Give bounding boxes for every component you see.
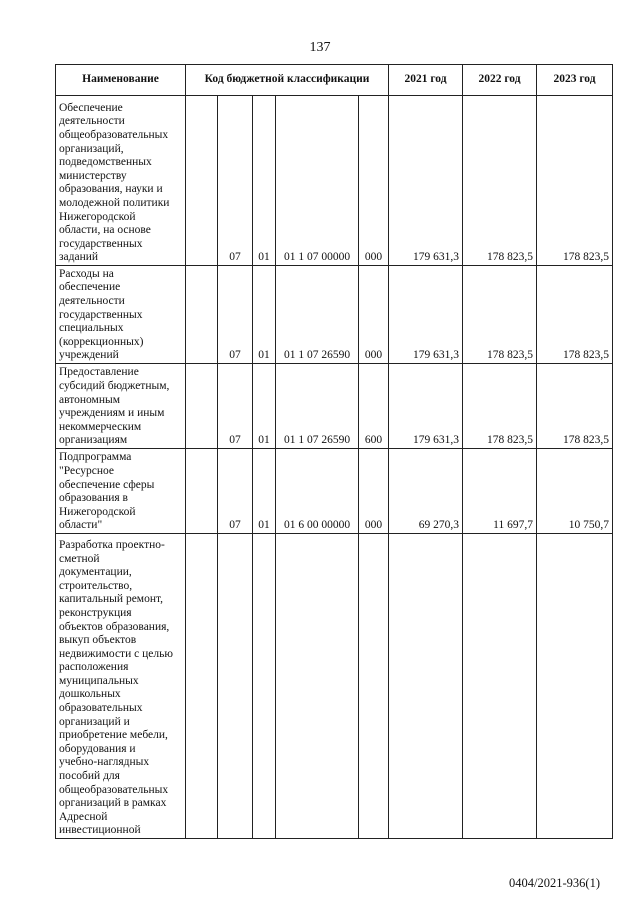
value-2023: 178 823,5: [537, 364, 613, 449]
value-2022: 178 823,5: [463, 96, 537, 266]
code-section: 07: [218, 364, 253, 449]
code-target-article: 01 1 07 26590: [276, 266, 359, 364]
row-name: Обеспечение деятельности общеобразовательных организаций, подведомственных министерству образования, науки и молодежной политики Нижегородской области, на основе государственных заданий: [59, 101, 170, 264]
table-header-row: [56, 65, 613, 96]
value-2022: 178 823,5: [463, 364, 537, 449]
page-number: 137: [309, 40, 331, 55]
code-section: [218, 534, 253, 839]
code-expense-type: 000: [359, 266, 389, 364]
value-2022: [463, 534, 537, 839]
code-expense-type: [359, 534, 389, 839]
code-section: 07: [218, 96, 253, 266]
header-2021: 2021 год: [389, 65, 463, 96]
code-part-1: [186, 534, 218, 839]
table-row: [56, 266, 613, 364]
code-part-1: [186, 364, 218, 449]
value-2021: 179 631,3: [389, 266, 463, 364]
code-part-1: [186, 96, 218, 266]
row-name: Разработка проектно- сметной документации, строительство, капитальный ремонт, реконструкция объектов образования, выкуп объектов недвижимости с целью расположения муниципальных дошкольных образовательных организаций и приобретение мебели, оборудования и учебно-наглядных пособий для общеобразовательных организаций в рамках Адресной инвестиционной: [59, 538, 173, 837]
row-name: Подпрограмма "Ресурсное обеспечение сферы образования в Нижегородской области": [59, 451, 155, 532]
code-section: 07: [218, 266, 253, 364]
code-part-1: [186, 449, 218, 534]
code-section: 07: [218, 449, 253, 534]
code-expense-type: 600: [359, 364, 389, 449]
table-row: [56, 96, 613, 266]
value-2023: 178 823,5: [537, 96, 613, 266]
code-part-1: [186, 266, 218, 364]
code-expense-type: 000: [359, 96, 389, 266]
code-expense-type: 000: [359, 449, 389, 534]
code-target-article: 01 6 00 00000: [276, 449, 359, 534]
code-target-article: 01 1 07 26590: [276, 364, 359, 449]
code-target-article: [276, 534, 359, 839]
value-2021: 179 631,3: [389, 96, 463, 266]
table-row: [56, 449, 613, 534]
value-2023: [537, 534, 613, 839]
header-name: Наименование: [56, 65, 186, 96]
header-2023: 2023 год: [537, 65, 613, 96]
value-2021: [389, 534, 463, 839]
table-row: [56, 534, 613, 839]
header-code: Код бюджетной классификации: [186, 65, 389, 96]
budget-table: [55, 64, 613, 839]
row-name: Расходы на обеспечение деятельности государственных специальных (коррекционных) учреждений: [59, 267, 144, 362]
code-subsection: 01: [253, 266, 276, 364]
code-subsection: 01: [253, 449, 276, 534]
table-row: [56, 364, 613, 449]
header-2022: 2022 год: [463, 65, 537, 96]
value-2022: 11 697,7: [463, 449, 537, 534]
code-subsection: 01: [253, 364, 276, 449]
value-2023: 178 823,5: [537, 266, 613, 364]
code-target-article: 01 1 07 00000: [276, 96, 359, 266]
code-subsection: [253, 534, 276, 839]
document-code: 0404/2021-936(1): [509, 876, 600, 890]
row-name: Предоставление субсидий бюджетным, автономным учреждениям и иным некоммерческим организациям: [59, 366, 170, 447]
value-2021: 179 631,3: [389, 364, 463, 449]
value-2022: 178 823,5: [463, 266, 537, 364]
code-subsection: 01: [253, 96, 276, 266]
value-2023: 10 750,7: [537, 449, 613, 534]
value-2021: 69 270,3: [389, 449, 463, 534]
